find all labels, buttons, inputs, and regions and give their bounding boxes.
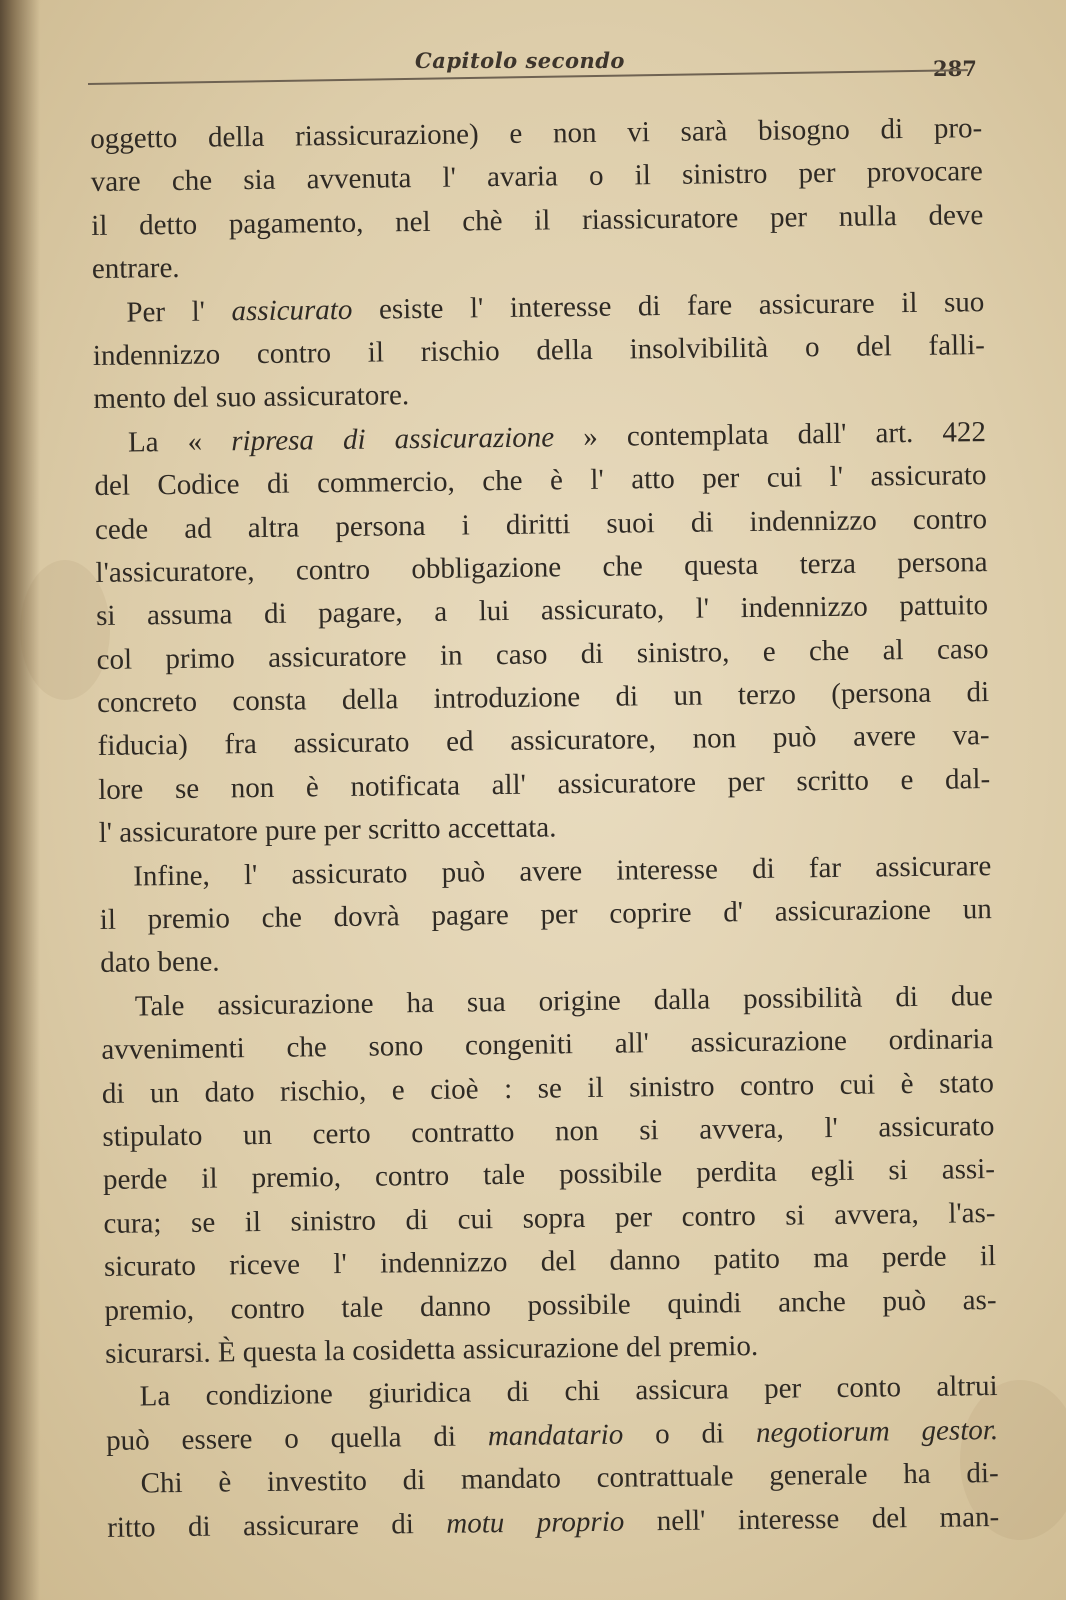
- body-text: [90, 107, 999, 1550]
- line-text: il premio che dovrà pagare per coprire d' assicurazione un: [99, 893, 992, 936]
- binding-shadow: [0, 0, 40, 1600]
- line-text: il detto pagamento, nel chè il riassicuratore per nulla deve: [91, 198, 984, 242]
- line-text: nell' interesse del man-: [624, 1500, 1000, 1538]
- line-text: cura; se il sinistro di cui sopra per contro si avvera, l'as-: [103, 1196, 996, 1240]
- line-text: dato bene.: [100, 945, 220, 980]
- line-text: oggetto della riassicurazione) e non vi sarà bisogno di pro-: [90, 112, 983, 155]
- line-text: cede ad altra persona i diritti suoi di indennizzo contro: [94, 502, 988, 546]
- line-text: del Codice di commercio, che è l' atto per cui l' assicurato: [94, 459, 987, 503]
- italic-text: negotiorum gestor.: [755, 1413, 999, 1449]
- line-text: perde il premio, contro tale possibile perdita egli si assi-: [102, 1153, 996, 1197]
- line-text: si assuma di pagare, a lui assicurato, l' indennizzo pattuito: [95, 589, 989, 633]
- line-text: stipulato un certo contratto non si avvera, l' assicurato: [102, 1110, 995, 1153]
- line-text: mento del suo assicuratore.: [93, 379, 410, 416]
- line-text: concreto consta della introduzione di un terzo (persona di: [96, 676, 990, 720]
- italic-text: mandatario: [487, 1418, 624, 1452]
- italic-text: motu proprio: [446, 1505, 625, 1540]
- line-text: col primo assicuratore in caso di sinistro, e che al caso: [96, 632, 989, 676]
- line-text: lore se non è notificata all' assicuratore per scritto e dal-: [98, 762, 991, 806]
- line-text: Tale assicurazione ha sua origine dalla possibilità di due: [134, 979, 993, 1023]
- line-text: La condizione giuridica di chi assicura per conto altrui: [139, 1370, 998, 1413]
- line-text: può essere o quella di: [105, 1419, 489, 1457]
- line-text: avvenimenti che sono congeniti all' assicurazione ordinaria: [101, 1023, 994, 1067]
- line-text: l'assicuratore, contro obbligazione che questa terza persona: [95, 545, 988, 589]
- line-text: Per l': [126, 294, 232, 329]
- line-text: di un dato rischio, e cioè : se il sinistro contro cui è stato: [101, 1066, 995, 1110]
- line-text: indennizzo contro il rischio della insolvibilità o del falli-: [92, 329, 986, 372]
- italic-text: ripresa di assicurazione: [231, 421, 555, 458]
- line-text: o di: [623, 1416, 757, 1451]
- line-text: esiste l' interesse di fare assicurare il suo: [352, 285, 985, 326]
- italic-text: assicurato: [231, 293, 353, 327]
- line-text: Chi è investito di mandato contrattuale generale ha di-: [140, 1457, 999, 1500]
- line-text: sicurarsi. È questa la cosidetta assicurazione del premio.: [104, 1329, 759, 1370]
- page-number: 287: [933, 56, 977, 81]
- line-text: Infine, l' assicurato può avere interesse di far assicurare: [133, 849, 992, 893]
- line-text: » contemplata dall' art. 422: [553, 415, 987, 454]
- chapter-title: Capitolo secondo: [415, 48, 625, 73]
- line-text: ritto di assicurare di: [107, 1507, 447, 1544]
- line-text: fiducia) fra assicurato ed assicuratore, non può avere va-: [97, 719, 990, 763]
- line-text: sicurato riceve l' indennizzo del danno patito ma perde il: [103, 1240, 997, 1284]
- line-text: entrare.: [91, 252, 180, 286]
- line-text: l' assicuratore pure per scritto accettata.: [98, 811, 557, 850]
- line-text: vare che sia avvenuta l' avaria o il sinistro per provocare: [90, 155, 983, 199]
- line-text: premio, contro tale danno possibile quindi anche può as-: [104, 1283, 997, 1327]
- line-text: La «: [127, 425, 232, 459]
